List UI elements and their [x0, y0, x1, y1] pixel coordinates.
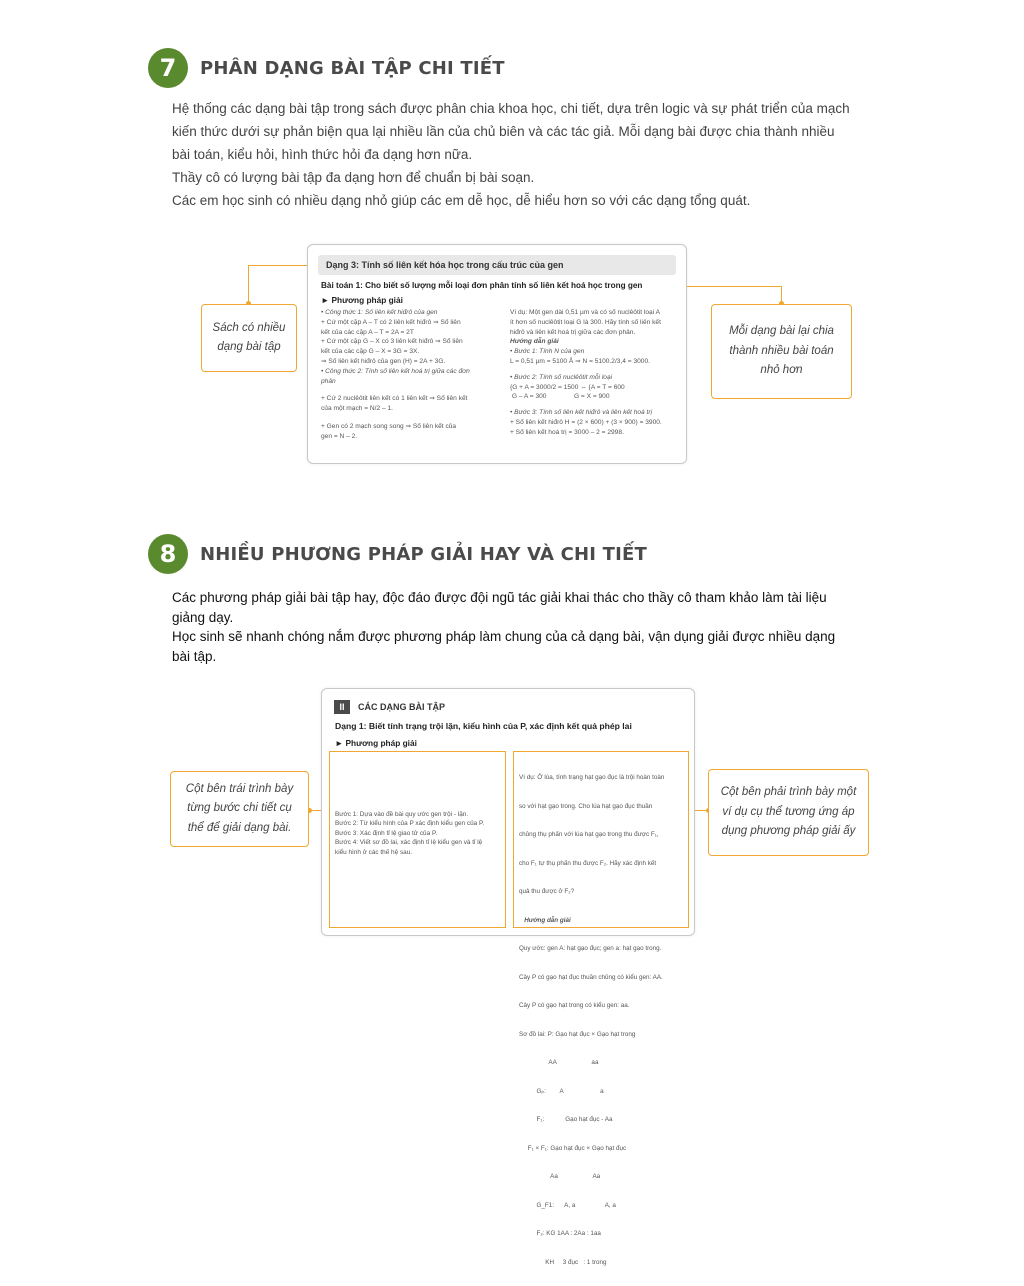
section-number-badge: 7 [148, 48, 188, 88]
text-line: + Cứ một cặp G – X có 3 liên kết hiđrô ⇒ Số liên [321, 338, 463, 346]
page-left-column [329, 751, 506, 928]
text-line: + Số liên kết hiđrô H = (2 × 600) + (3 × 900) = 3900. [510, 418, 662, 426]
paragraph-line: bài toán, kiểu hỏi, hình thức hỏi đa dạng hơn nữa. [172, 147, 473, 162]
example-text [519, 754, 687, 1286]
text-line: • Bước 2: Tính số nuclêôtit mỗi loại [510, 373, 613, 381]
text-line: G_F1: A, a A, a [519, 1201, 616, 1209]
text-line: G – A = 300 G = X = 900 [510, 393, 610, 401]
paragraph-line: Thầy cô có lượng bài tập đa dạng hơn để chuẩn bị bài soạn. [172, 170, 535, 185]
text-line: hiđrô và liên kết hoá trị giữa các đơn phân. [510, 328, 636, 336]
page-problem-title: Bài toán 1: Cho biết số lượng mỗi loại đơn phân tính số liên kết hoá học trong gen [321, 281, 643, 290]
text-line: Bước 4: Viết sơ đồ lai, xác định tỉ lệ kiểu gen và tỉ lệ [335, 839, 483, 847]
section-title: PHÂN DẠNG BÀI TẬP CHI TIẾT [200, 57, 505, 79]
callout-line: dụng phương pháp giải ấy [721, 825, 856, 838]
text-line: + Cứ một cặp A – T có 2 liên kết hiđrô ⇒ Số liên [321, 318, 461, 326]
text-line: so với hạt gạo trong. Cho lúa hạt gạo đục thuần [519, 802, 653, 810]
text-line: Bước 1: Dựa vào đề bài quy ước gen trội - lặn. [335, 811, 469, 818]
page-method-title: ► Phương pháp giải [335, 738, 417, 748]
callout-line: Cột bên trái trình bày [185, 782, 294, 795]
paragraph-line: kiến thức dưới sự phản biện qua lại nhiều lần của chủ biên và các tác giả. Mỗi dạng bài được chia thành nhiều [172, 124, 835, 139]
text-line: quả thu được ở F₂? [519, 888, 575, 895]
section-number-badge: 8 [148, 534, 188, 574]
paragraph-line: Hệ thống các dạng bài tập trong sách được phân chia khoa học, chi tiết, dựa trên logic và sự phát triển của mạch [172, 101, 850, 116]
steps-text [335, 810, 503, 857]
callout-left-note [201, 304, 297, 372]
callout-line: ví dụ cụ thể tương ứng áp [722, 805, 855, 818]
page-method-title: ► Phương pháp giải [321, 295, 403, 305]
text-line: phân [321, 377, 336, 385]
text-line: Cây P có gạo hạt trong có kiểu gen: aa. [519, 1002, 630, 1009]
paragraph-line: Các phương pháp giải bài tập hay, độc đáo được đội ngũ tác giải khai thác cho thầy cô tham khảo làm tài liệu [172, 590, 827, 605]
text-line: Hướng dẫn giải [519, 916, 571, 924]
callout-line: từng bước chi tiết cụ [187, 802, 292, 815]
sample-page-preview [307, 244, 687, 464]
callout-line: Cột bên phải trình bày một [720, 786, 857, 799]
text-line: {G + A = 3000/2 = 1500 ⇔ {A = T = 600 [510, 383, 625, 391]
text-line: Cây P có gạo hạt đục thuần chủng có kiểu gen: AA. [519, 973, 663, 981]
text-line: + Số liên kết hoá trị = 3000 – 2 = 2998. [510, 428, 624, 436]
text-line: kết của các cặp G – X = 3G = 3X. [321, 348, 420, 356]
text-line: ít hơn số nuclêôtit loại G là 300. Hãy tính số liên kết [510, 318, 661, 326]
callout-line: Mỗi dạng bài lại chia [729, 325, 834, 338]
text-line: • Công thức 2: Tính số liên kết hoá trị giữa các đơn [321, 367, 470, 375]
text-line: F₁ × F₁: Gạo hạt đục × Gạo hạt đục [519, 1144, 627, 1152]
text-line: Aa Aa [519, 1173, 601, 1180]
text-line: của một mạch = N/2 – 1. [321, 405, 394, 413]
paragraph-line: Các em học sinh có nhiều dạng nhỏ giúp các em dễ học, dễ hiểu hơn so với các dạng tổng quát. [172, 193, 751, 208]
section-8-header [148, 534, 647, 574]
page-problem-title: Dạng 1: Biết tính trạng trội lặn, kiểu hình của P, xác định kết quả phép lai [335, 721, 632, 731]
text-line: • Bước 1: Tính N của gen [510, 348, 585, 356]
callout-right-note [708, 769, 869, 856]
text-line: chủng thụ phấn với lúa hạt gạo trong thu được F₁, [519, 831, 659, 838]
text-line: ⇒ Số liên kết hiđrô của gen (H) = 2A + 3G. [321, 357, 446, 365]
text-line: gen = N – 2. [321, 432, 358, 440]
page-right-column [510, 308, 682, 438]
text-line: F₁: Gạo hạt đục - Aa [519, 1116, 613, 1123]
paragraph-line: giảng dạy. [172, 609, 234, 625]
text-line: Bước 2: Từ kiểu hình của P xác định kiểu gen của P. [335, 820, 485, 828]
text-line: cho F₁ tự thụ phấn thu được F₂. Hãy xác định kết [519, 859, 657, 867]
text-line: kết của các cặp A – T = 2A = 2T [321, 328, 414, 336]
text-line: • Công thức 1: Số liên kết hiđrô của gen [321, 309, 438, 316]
sample-page-preview [321, 688, 695, 1266]
section-title: NHIỀU PHƯƠNG PHÁP GIẢI HAY VÀ CHI TIẾT [200, 543, 648, 565]
section-7-description [172, 97, 878, 212]
text-line: Quy ước: gen A: hạt gạo đục; gen a: hạt gạo trong. [519, 945, 662, 952]
text-line: Gₚ: A a [519, 1087, 604, 1095]
paragraph-line: Học sinh sẽ nhanh chóng nắm được phương pháp làm chung của cả dạng bài, vận dụng giải được nhiều dạng [172, 629, 836, 644]
callout-line: thành nhiều bài toán [729, 344, 834, 357]
chapter-badge: II [334, 700, 350, 714]
callout-line: dạng bài tập [217, 341, 281, 353]
callout-line: Sách có nhiều [212, 321, 286, 334]
text-line: Bước 3: Xác định tỉ lệ giao tử của P. [335, 829, 438, 837]
text-line: • Bước 3: Tính số liên kết hiđrô và liên kết hoá trị [510, 409, 653, 417]
text-line: + Gen có 2 mạch song song ⇒ Số liên kết của [321, 422, 457, 430]
page-header-bar: Dạng 3: Tính số liên kết hóa học trong cấu trúc của gen [318, 255, 676, 275]
text-line: L = 0,51 µm = 5100 Å ⇒ N = 5100.2/3,4 = 3000. [510, 357, 650, 365]
text-line: F₂: KG 1AA : 2Aa : 1aa [519, 1230, 601, 1237]
page-right-column [513, 751, 689, 1266]
callout-right-note [711, 304, 852, 399]
text-line: KH 3 đục : 1 trong [519, 1258, 607, 1266]
text-line: Ví dụ: Ở lúa, tính trạng hạt gạo đục là trội hoàn toàn [519, 774, 665, 781]
section-8-description [172, 588, 878, 666]
section-7-header [148, 48, 505, 88]
page-header-title: CÁC DẠNG BÀI TẬP [358, 702, 445, 712]
page-left-column [321, 308, 501, 442]
text-line [321, 414, 501, 422]
callout-line: nhỏ hơn [760, 364, 803, 377]
text-line: kiểu hình ở các thế hệ sau. [335, 848, 413, 856]
text-line: Sơ đồ lai: P: Gạo hạt đục × Gạo hạt trong [519, 1030, 636, 1038]
text-line: + Cứ 2 nuclêôtit liên kết có 1 liên kết ⇒ Số liên kết [321, 395, 468, 403]
text-line: Ví dụ: Một gen dài 0,51 µm và có số nuclêôtit loại A [510, 309, 661, 316]
callout-left-note [170, 771, 309, 847]
connector-line [248, 265, 249, 305]
text-line: Hướng dẫn giải [510, 338, 559, 346]
paragraph-line: bài tập. [172, 648, 217, 664]
callout-line: thể để giải dạng bài. [187, 821, 292, 834]
text-line: AA aa [519, 1059, 599, 1066]
text-line [321, 386, 501, 394]
